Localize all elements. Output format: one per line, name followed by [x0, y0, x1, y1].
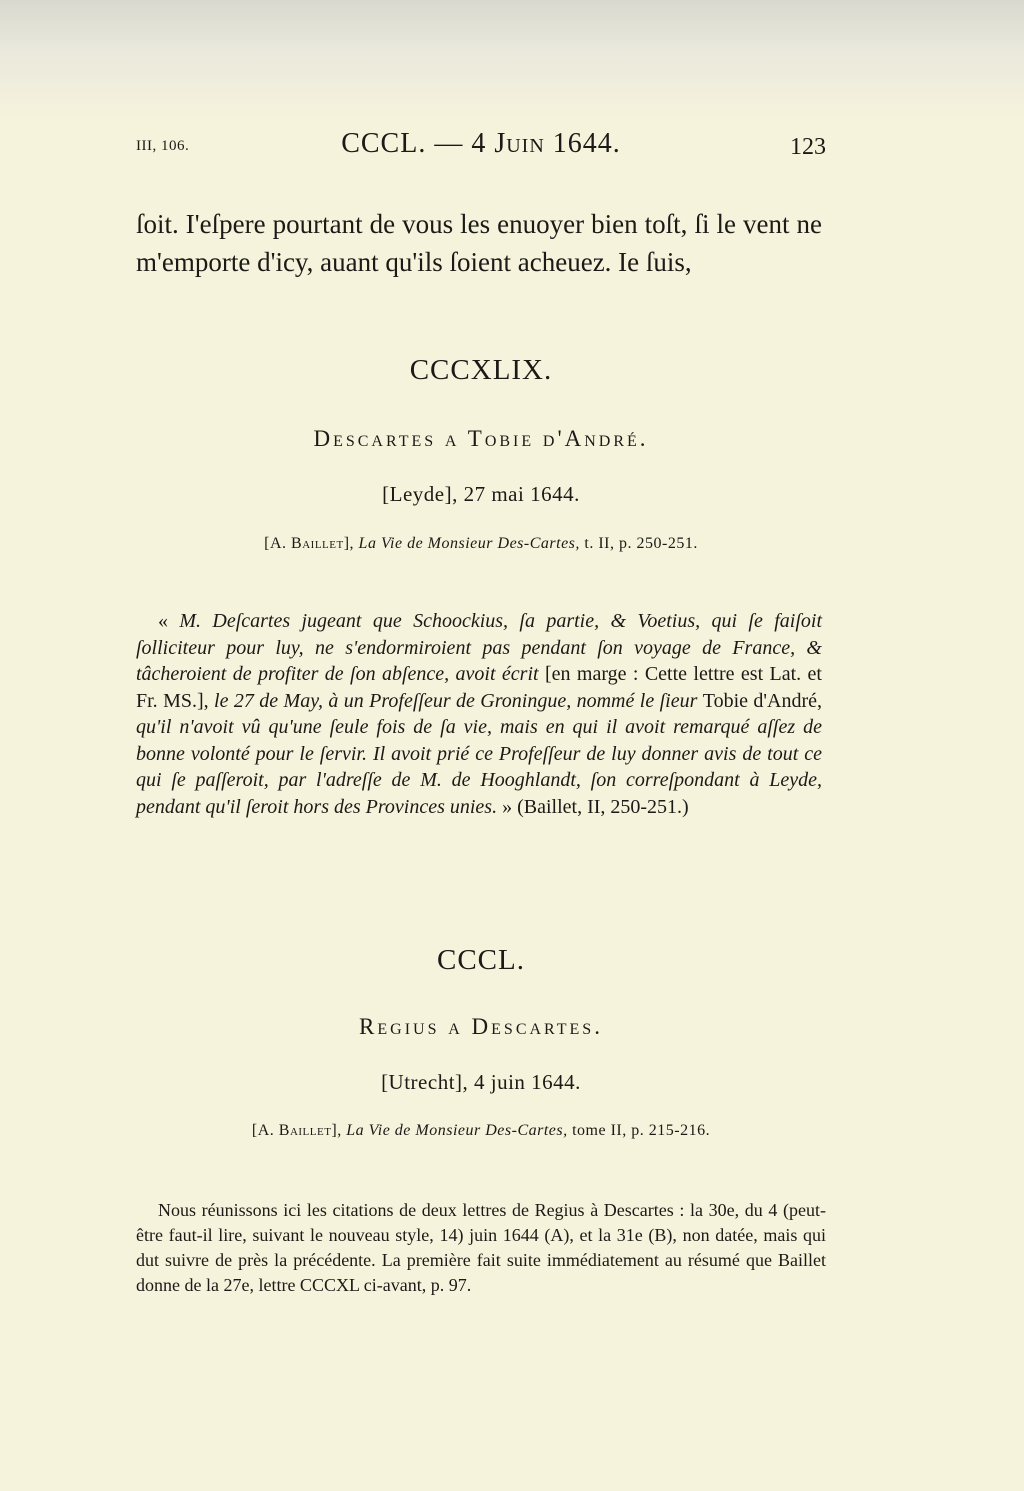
letter-350-date: [Utrecht], 4 juin 1644. [381, 1070, 581, 1094]
letter-349-number: CCCXLIX. [409, 354, 553, 386]
letter-349-source [136, 535, 826, 553]
letter-349-date: [Leyde], 27 mai 1644. [382, 482, 580, 506]
running-head [136, 128, 826, 168]
letter-349-title: Descartes a Tobie d'André. [313, 426, 649, 451]
letter-349-source-ref: t. II, p. 250-251. [584, 535, 698, 552]
page-number: 123 [790, 134, 826, 160]
quote-segment: qu'il n'avoit vû qu'une ſeule fois de ſa vie, mais en qui il avoit remarqué aſſez de bonne volonté pour le ſervir. Il avoit prié ce Profeſſeur de luy donner avis de tout ce qui ſe paſſeroit, par l'adreſſe de M. de Hooghlandt, ſon correſpondant à Leyde, pendant qu'il ſeroit hors des Provinces unies. [136, 716, 822, 818]
quote-segment: » (Baillet, II, 250-251.) [497, 795, 689, 818]
quote-segment: « [158, 610, 180, 632]
letter-349-source-author: [A. Baillet], [264, 535, 355, 552]
letter-349-source-title: La Vie de Monsieur Des-Cartes, [358, 535, 580, 552]
running-head-title: CCCL. — 4 Juin 1644. [341, 128, 621, 159]
carry-over-paragraph: ſoit. I'eſpere pourtant de vous les enuoyer bien toſt, ſi le vent ne m'emporte d'icy, auant qu'ils ſoient acheuez. Ie ſuis, [136, 209, 822, 277]
letter-350-intro: Nous réunissons ici les citations de deux lettres de Regius à Descartes : la 30e, du 4 (peut-être faut-il lire, suivant le nouveau style, 14) juin 1644 (A), et la 31e (B), non datée, mais qui dut suivre de près la précédente. La première fait suite immédiatement au résumé que Baillet donne de la 27e, lettre CCCXL ci-avant, p. 97. [136, 1200, 826, 1295]
quote-segment: le 27 de May, à un Profeſſeur de Groningue, nommé le ſieur [214, 689, 703, 712]
quote-segment: M. Deſcartes jugeant que Schoockius, ſa partie, & Voetius, qui ſe faiſoit ſolliciteur pour luy, ne s'endormiroient pas pendant ſon voyage de France, & tâcheroient de profiter de ſon abſence, avoit écrit [136, 610, 822, 685]
quote-segment: Tobie d'André, [702, 689, 822, 712]
letter-349-quote [136, 608, 822, 820]
letter-350-source-title: La Vie de Monsieur Des-Cartes, [346, 1122, 568, 1139]
letter-350-title: Regius a Descartes. [359, 1014, 603, 1039]
letter-350-source-author: [A. Baillet], [251, 1122, 342, 1139]
quote-segment: [en marge : Cette lettre est Lat. et Fr. MS.], [136, 663, 822, 712]
volume-reference: III, 106. [136, 138, 190, 154]
letter-350-source-ref: tome II, p. 215-216. [572, 1122, 711, 1139]
letter-350-source [136, 1122, 826, 1140]
letter-350-number: CCCL. [437, 944, 525, 976]
